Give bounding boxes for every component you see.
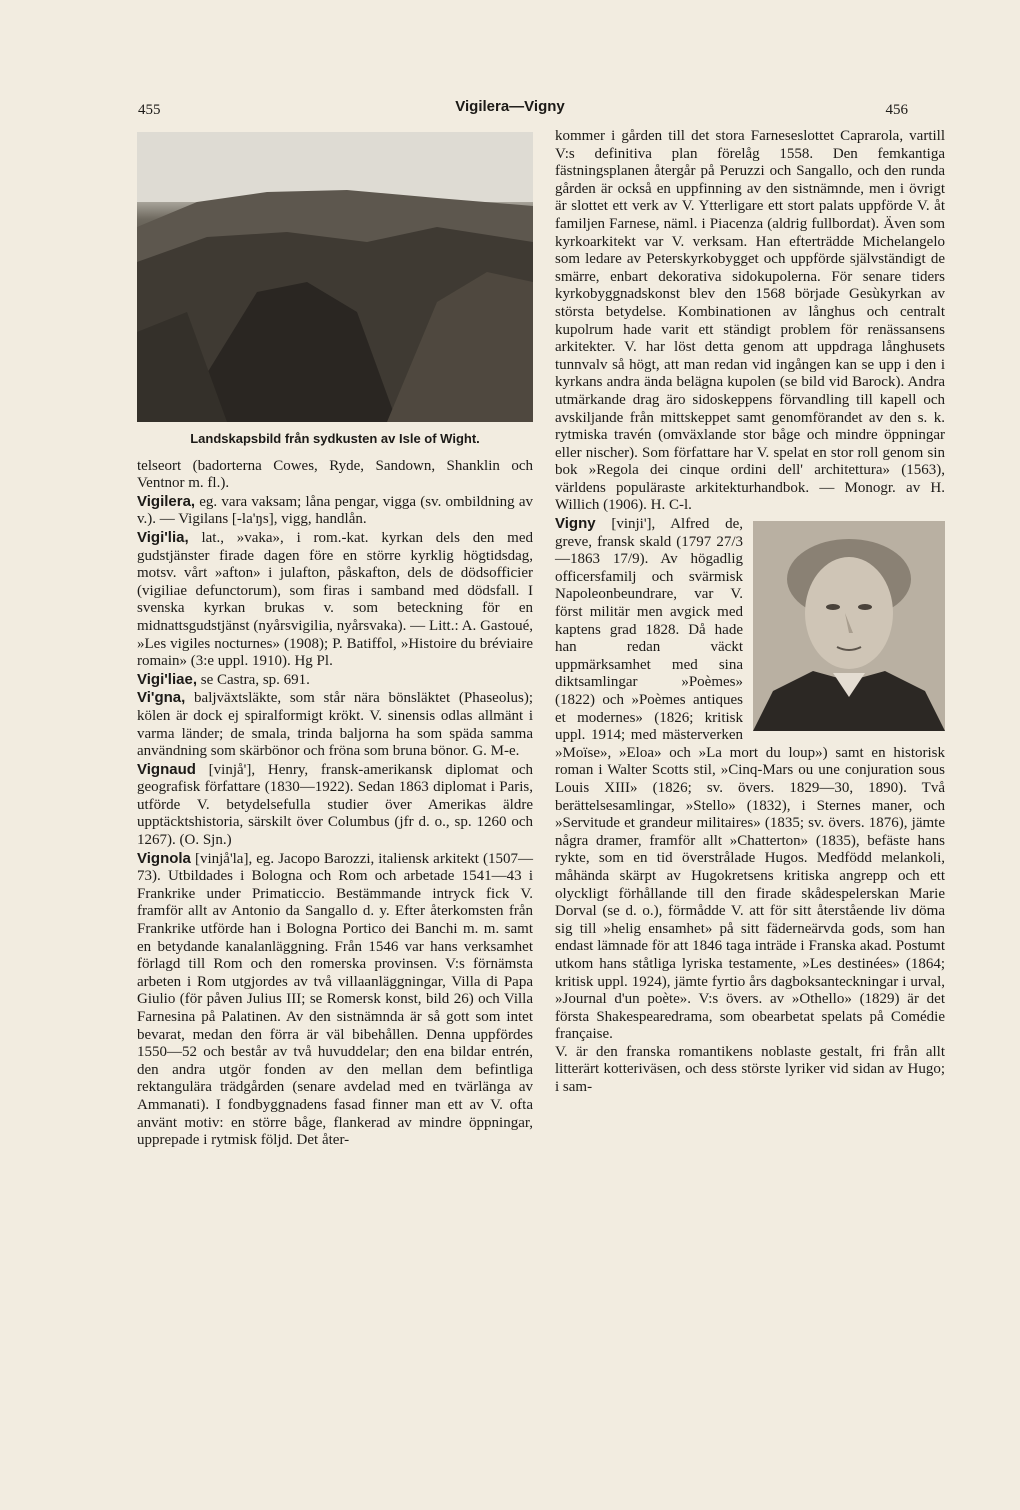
headword-vigny: Vigny xyxy=(555,515,596,533)
entry-vigny-text: [vinji'], Alfred de, greve, fransk skald (1797 27/3—1863 17/9). Av högadlig officersfamilj och svärmisk Napoleonbeundrare, var V. först militär men avgick med kaptens grad 1828. Då hade han redan väckt uppmärksamhet med sina diktsamlingar »Poèmes» (1822) och »Poèmes antiques et modernes» (1826; kritisk uppl. 1914; med mästerverken »Moïse», »Eloa» och »La mort du loup») samt en historisk roman i Walter Scotts stil, »Cinq-Mars ou une conjuration sous Louis XIII» (1826; sv. övers. 1829—30, 1890). Två berättelsesamlingar, »Stello» (1832), i Sternes maner, och »Servitude et grandeur militaires» (1835; sv. övers. 1876), jämte några dramer, framför allt »Chatterton» (1835), befäste hans rykte, som en tid överstrålade Hugos. Medfödd melankoli, måhända skärpt av Hugokretsens kritiska angrepp och ett olyckligt förhållande till den firade skådespelerskan Marie Dorval (se d. o.), förmådde V. att för sitt återstående liv döma sig till »helig ensamhet» på sitt fäderneärvda gods, som han endast lämnade för att 1846 taga inträde i Franska akad. Postumt utkom hans ståtliga lyriska testamente, »Les destinées» (1864; kritisk uppl. 1924), jämte fyrtio års dagboksanteckningar i urval, »Journal d'un poète». V:s övers. av »Othello» (1829) är det första Shakespearedrama, som obearbetat spelats på Comédie française. xyxy=(555,516,945,1043)
entry-vignola-continued: kommer i gården till det stora Farneseslottet Caprarola, vartill V:s definitiva plan förelåg 1558. Den femkantiga fästningsplanen återgår på Peruzzi och Sangallo, och den runda gården är också en uppfinning av den sistnämnde, men i övrigt är slottet ett verk av V. Ytterligare ett stort palats uppförde V. åt familjen Farnese, näml. i Piacenza (aldrig fullbordat). Även som kyrkoarkitekt var V. verksam. Han efterträdde Michelangelo som ledare av Peterskyrkobygget och uppförde självständigt de smärre, enbart dekorativa sidokupolerna. För senare tiders kyrkobyggnadskonst blev den 1568 började Gesùkyrkan av största betydelse. Kombinationen av långhus och centralt kupolrum hade varit ett ständigt problem för renässansens arkitekter. V. har löst detta genom att uppdraga långhusets tunnvalv så högt, att man redan vid ingången kan se upp i den i kyrkans andra ända belägna kupolen (se bild vid Barock). Andra utmärkande drag äro sidoskeppens förvandling till kapell och avskiljande från mittskeppet samt genomförandet av den s. k. rytmiska travén (omväxlande stor båge och mindre öppningar eller nischer). Som författare har V. spelat en stor roll genom sin bok »Regola dei cinque ordini dell' architettura» (1563), världens populäraste arkitekturhandbok. — Monogr. av H. Willich (1906). H. C-l. xyxy=(555,128,945,514)
entry-vignaud xyxy=(137,761,533,850)
page-number-left: 455 xyxy=(138,102,161,118)
entry-vigiliae-text: se Castra, sp. 691. xyxy=(200,671,310,688)
paragraph-telseort: telseort (badorterna Cowes, Ryde, Sandown, Shanklin och Ventnor m. fl.). xyxy=(137,457,533,492)
headword-vigiliae: Vigi'liae, xyxy=(137,670,197,688)
portrait-photo xyxy=(753,521,945,731)
entry-vigiliae xyxy=(137,671,533,690)
running-head: Vigilera—Vigny xyxy=(455,98,565,115)
landscape-photo xyxy=(137,132,533,422)
entry-vigna xyxy=(137,689,533,760)
entry-vignola-text: [vinjå'la], eg. Jacopo Barozzi, italiensk arkitekt (1507—73). Utbildades i Bologna och Rom och arbetade 1541—43 i Frankrike under Primaticcio. Bestämmande intryck fick V. framför allt av Antonio da Sangallo d. y. Efter återkomsten från Frankrike utförde han i Bologna Portico dei Banchi m. m. samt en betydande kanalanläggning. Från 1546 var hans verksamhet förlagd till Rom och den romerska provinsen. V:s förnämsta arbeten i Rom utgjordes av två villaanläggningar, Villa di Papa Giulio (för påven Julius III; se Romersk konst, bild 26) och Villa Farnesina på Palatinen. Av den sistnämnda är så gott som intet bevarat, medan den förra är väl bibehållen. Denna uppfördes 1550—52 och består av två huvuddelar; den ena bildar entrén, den andra utgör fonden av den mellan dem befintliga rektangulära trädgården (senare avdelad med en tvärlänga av Ammanati). I fondbyggnadens fasad finner man ett av V. ofta använt motiv: en större båge, flankerad av mindre öppningar, upprepade i rytmisk följd. Det åter- xyxy=(137,850,534,1149)
headword-vignola: Vignola xyxy=(137,849,191,867)
left-column xyxy=(137,128,533,1150)
entry-vigny-closing: V. är den franska romantikens noblaste gestalt, fri från allt litterärt kotteriväsen, och dess störste lyriker vid sidan av Hugo; i sam- xyxy=(555,1043,945,1096)
entry-vigilera xyxy=(137,493,533,529)
entry-vignola xyxy=(137,850,533,1150)
entry-vigilia xyxy=(137,529,533,671)
entry-vigilera-text: eg. vara vaksam; låna pengar, vigga (sv. ombildning av v.). — Vigilans [-la'ŋs], vigg, handlån. xyxy=(137,493,533,528)
entry-vigna-text: baljväxtsläkte, som står nära bönsläktet (Phaseolus); kölen är dock ej spiralformigt krökt. V. sinensis odlas allmänt i varma länder; de smala, trinda baljorna ha som späda samma användning som skärbönor och fröna som bruna bönor. G. M-e. xyxy=(137,690,534,760)
headword-vigilia: Vigi'lia, xyxy=(137,528,189,546)
headword-vigna: Vi'gna, xyxy=(137,689,186,707)
page-number-right: 456 xyxy=(885,102,908,118)
headword-vigilera: Vigilera, xyxy=(137,492,196,510)
headword-vignaud: Vignaud xyxy=(137,760,196,778)
entry-vigilia-text: lat., »vaka», i rom.-kat. kyrkan dels den med gudstjänster firade dagen före en större kyrklig högtidsdag, motsv. vårt »afton» i julafton, påskafton, dels de dödsofficier (vigiliae defunctorum), som firas i samband med dödsfall. I svenska kyrkan brukas v. som beteckning för en midnattsgudstjänst (nyårsvigilia, nyårsvaka). — Litt.: A. Gastoué, »Les vigiles nocturnes» (1908); P. Batiffol, »Histoire du bréviaire romain» (3:e uppl. 1910). Hg Pl. xyxy=(137,529,533,670)
entry-vignaud-text: [vinjå'], Henry, fransk-amerikansk diplomat och geografisk författare (1830—1922). Sedan 1863 diplomat i Paris, utförde V. betydelsefulla studier över Amerikas äldre upptäcktshistoria, särskilt över Columbus (jfr d. o., sp. 1260 och 1267). (O. Sjn.) xyxy=(137,761,534,849)
image-caption: Landskapsbild från sydkusten av Isle of Wight. xyxy=(190,431,480,446)
right-column xyxy=(555,128,945,1097)
